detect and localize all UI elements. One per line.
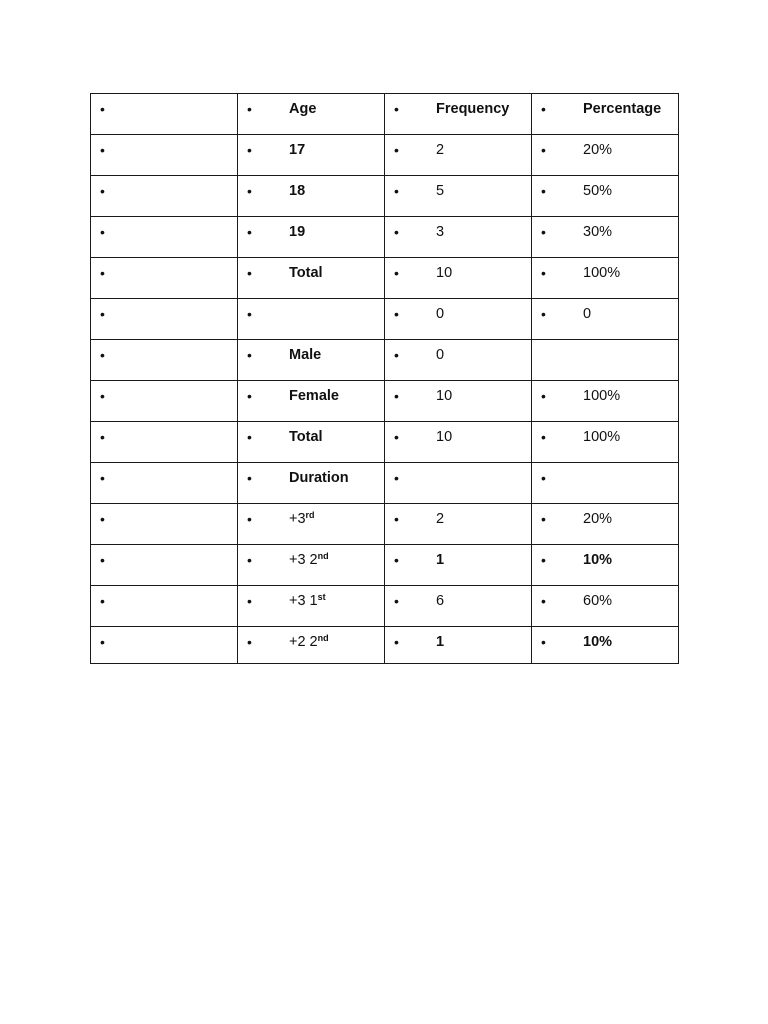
bullet-icon: • [394,429,399,445]
table-cell [238,381,385,422]
table-cell [238,94,385,135]
bullet-icon: • [247,429,252,445]
bullet-icon: • [247,593,252,609]
cell-value: 18 [289,183,306,199]
cell-value: 100% [583,388,621,404]
table-cell [385,299,532,340]
table-cell [532,217,679,258]
bullet-icon: • [247,552,252,568]
bullet-icon: • [100,388,105,404]
cell-text [583,304,591,324]
cell-text [583,222,612,242]
table-cell [238,545,385,586]
cell-value: 10 [436,265,453,281]
cell-value: 2 [436,142,445,158]
cell-text [289,140,305,160]
bullet-icon: • [247,265,252,281]
bullet-icon: • [100,552,105,568]
cell-text [583,386,620,406]
bullet-icon: • [394,142,399,158]
ordinal-suffix: nd [317,633,329,643]
bullet-icon: • [394,388,399,404]
bullet-icon: • [541,429,546,445]
ordinal-suffix: nd [317,551,329,561]
bullet-icon: • [541,511,546,527]
table-row [91,463,679,504]
bullet-icon: • [100,470,105,486]
bullet-icon: • [247,634,252,650]
bullet-icon: • [394,306,399,322]
cell-text [583,591,612,611]
table-cell [91,545,238,586]
cell-value: 6 [436,593,445,609]
cell-text [289,591,326,611]
table-cell [238,299,385,340]
table-cell [532,422,679,463]
table-cell [385,381,532,422]
table-cell [238,504,385,545]
bullet-icon: • [541,634,546,650]
bullet-icon: • [100,101,105,117]
table-cell [385,504,532,545]
bullet-icon: • [394,552,399,568]
table-cell [532,504,679,545]
table-cell [91,504,238,545]
cell-text [289,345,321,365]
table-cell [238,217,385,258]
table-cell [238,176,385,217]
table-cell [91,258,238,299]
table-row [91,258,679,299]
table-cell [238,340,385,381]
table-cell [532,545,679,586]
table-cell [385,340,532,381]
table-cell [532,176,679,217]
table-cell [238,422,385,463]
cell-text [289,509,315,529]
table-cell [385,463,532,504]
cell-value: 2 [436,511,445,527]
table-cell [91,422,238,463]
table-cell [91,176,238,217]
cell-value: 30% [583,224,613,240]
table-cell [238,586,385,627]
bullet-icon: • [247,388,252,404]
table-cell [385,422,532,463]
cell-text [436,140,444,160]
cell-value: 5 [436,183,445,199]
table-row [91,422,679,463]
table-cell [91,627,238,664]
cell-value: Age [289,101,317,117]
cell-text [436,386,452,406]
cell-value: 19 [289,224,306,240]
table-cell [532,463,679,504]
cell-text [436,222,444,242]
table-row [91,217,679,258]
table-cell [532,135,679,176]
data-table [90,93,679,664]
cell-text [436,99,509,119]
cell-value: 60% [583,593,613,609]
cell-value: 17 [289,142,306,158]
cell-text [436,304,444,324]
cell-value: 0 [583,306,592,322]
cell-text [436,632,444,652]
bullet-icon: • [541,388,546,404]
table-cell [238,135,385,176]
bullet-icon: • [541,265,546,281]
cell-value: +3 1 [289,593,318,609]
cell-value: 20% [583,142,613,158]
bullet-icon: • [247,224,252,240]
cell-text [583,509,612,529]
bullet-icon: • [394,593,399,609]
cell-value: Frequency [436,101,510,117]
cell-text [436,591,444,611]
cell-text [436,427,452,447]
cell-text [583,99,661,119]
table-cell [532,258,679,299]
cell-value: 1 [436,552,445,568]
bullet-icon: • [100,511,105,527]
bullet-icon: • [100,347,105,363]
cell-text [289,550,329,570]
bullet-icon: • [100,265,105,281]
bullet-icon: • [100,306,105,322]
table-row [91,627,679,664]
table-row [91,135,679,176]
cell-value: Female [289,388,339,404]
table-cell [532,381,679,422]
bullet-icon: • [247,142,252,158]
cell-text [289,263,323,283]
cell-value: 10% [583,634,613,650]
bullet-icon: • [394,511,399,527]
cell-value: 1 [436,634,445,650]
cell-text [436,181,444,201]
cell-value: +3 [289,511,306,527]
table-cell [91,217,238,258]
cell-text [436,345,444,365]
bullet-icon: • [541,183,546,199]
cell-text [289,386,339,406]
cell-value: Percentage [583,101,662,117]
cell-value: Total [289,265,323,281]
cell-value: Male [289,347,322,363]
cell-text [289,632,329,652]
bullet-icon: • [100,634,105,650]
table-cell [238,627,385,664]
bullet-icon: • [100,183,105,199]
cell-value: 20% [583,511,613,527]
table-row [91,381,679,422]
cell-value: +2 2 [289,634,318,650]
bullet-icon: • [247,183,252,199]
cell-text [289,99,316,119]
bullet-icon: • [394,183,399,199]
bullet-icon: • [247,470,252,486]
table-cell [385,135,532,176]
table-cell [532,627,679,664]
table-cell [385,586,532,627]
ordinal-suffix: st [317,592,326,602]
table-cell [532,586,679,627]
cell-value: +3 2 [289,552,318,568]
bullet-icon: • [247,101,252,117]
table-cell [385,258,532,299]
cell-text [436,263,452,283]
bullet-icon: • [247,347,252,363]
table-cell [532,299,679,340]
bullet-icon: • [541,142,546,158]
cell-value: 100% [583,265,621,281]
bullet-icon: • [394,470,399,486]
bullet-icon: • [394,224,399,240]
cell-text [289,468,349,488]
bullet-icon: • [247,306,252,322]
ordinal-suffix: rd [305,510,315,520]
table-cell [385,176,532,217]
bullet-icon: • [541,470,546,486]
table-body [91,94,679,664]
bullet-icon: • [394,634,399,650]
table-cell [91,463,238,504]
table-cell [91,299,238,340]
table-cell [91,340,238,381]
bullet-icon: • [394,265,399,281]
table-cell [91,94,238,135]
table-cell [91,586,238,627]
bullet-icon: • [541,593,546,609]
table-row [91,94,679,135]
bullet-icon: • [541,552,546,568]
cell-text [583,427,620,447]
cell-text [583,550,612,570]
bullet-icon: • [100,593,105,609]
table-cell [385,627,532,664]
cell-text [583,181,612,201]
table-cell [532,340,679,381]
table-cell [385,545,532,586]
bullet-icon: • [394,101,399,117]
cell-value: 10% [583,552,613,568]
bullet-icon: • [541,224,546,240]
table-row [91,504,679,545]
cell-value: 100% [583,429,621,445]
cell-text [583,140,612,160]
bullet-icon: • [541,306,546,322]
table-cell [91,135,238,176]
cell-value: 0 [436,347,445,363]
cell-text [583,632,612,652]
cell-text [583,263,620,283]
cell-value: Total [289,429,323,445]
cell-text [289,222,305,242]
bullet-icon: • [541,101,546,117]
table-row [91,545,679,586]
cell-text [289,181,305,201]
table-cell [238,258,385,299]
bullet-icon: • [100,429,105,445]
bullet-icon: • [100,224,105,240]
table-cell [385,217,532,258]
table-cell [385,94,532,135]
cell-value: 10 [436,429,453,445]
bullet-icon: • [247,511,252,527]
cell-value: Duration [289,470,349,486]
bullet-icon: • [100,142,105,158]
cell-text [289,427,323,447]
table-cell [238,463,385,504]
cell-value: 50% [583,183,613,199]
table-row [91,340,679,381]
cell-text [436,550,444,570]
table-cell [91,381,238,422]
cell-value: 0 [436,306,445,322]
cell-value: 10 [436,388,453,404]
table-row [91,299,679,340]
table-row [91,176,679,217]
bullet-icon: • [394,347,399,363]
cell-text [436,509,444,529]
cell-value: 3 [436,224,445,240]
table-row [91,586,679,627]
table-cell [532,94,679,135]
